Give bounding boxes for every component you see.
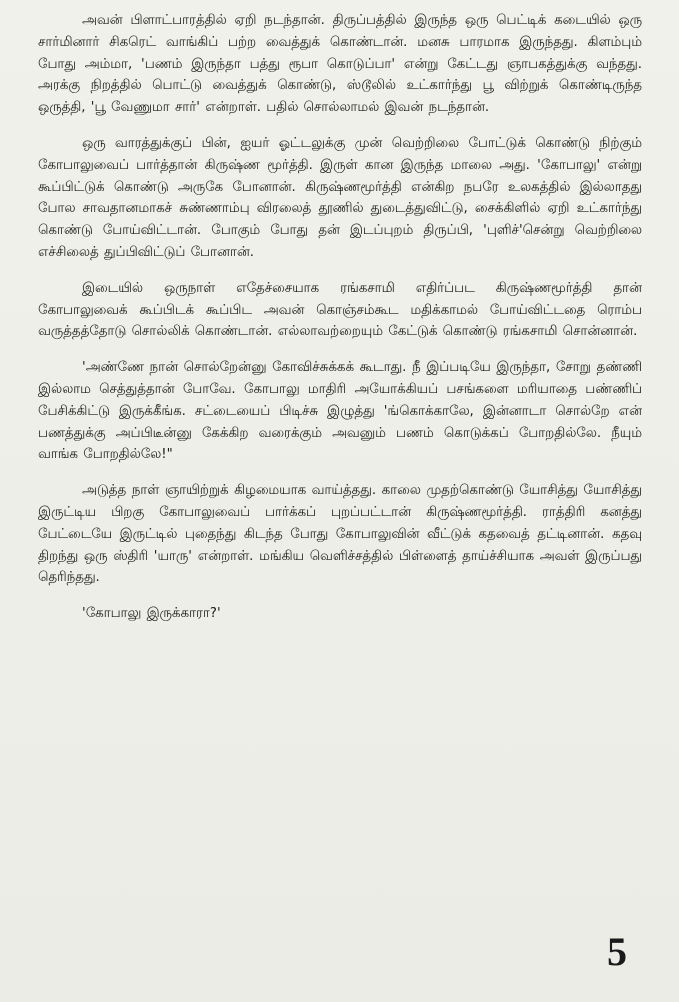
body-text — [38, 10, 642, 639]
paragraph-2: ஒரு வாரத்துக்குப் பின், ஐயர் ஓட்டலுக்கு முன் வெற்றிலை போட்டுக் கொண்டு நிற்கும் கோபாலுவைப் பார்த்தான் கிருஷ்ண மூர்த்தி. இருள் கான இருந்த மாலை அது. 'கோபாலு' என்று கூப்பிட்டுக் கொண்டு அருகே போனான். கிருஷ்ணமூர்த்தி என்கிற நபரே உலகத்தில் இல்லாதது போல சாவதானமாகச் சுண்ணாம்பு விரலைத் தூணில் துடைத்துவிட்டு, சைக்கிளில் ஏறி உட்கார்ந்து கொண்டு போய்விட்டான். போகும் போது தன் இடப்புறம் திருப்பி, 'புளிச்'சென்று வெற்றிலை எச்சிலைத் துப்பிவிட்டுப் போனான். — [38, 135, 642, 260]
paragraph-3: இடையில் ஒருநாள் எதேச்சையாக ரங்கசாமி எதிர்ப்பட கிருஷ்ணமூர்த்தி தான் கோபாலுவைக் கூப்பிடக் கூப்பிட அவன் கொஞ்சம்கூட மதிக்காமல் போய்விட்டதை ரொம்ப வருத்தத்தோடு சொல்லிக் கொண்டான். எல்லாவற்றையும் கேட்டுக் கொண்டு ரங்கசாமி சொன்னான். — [38, 280, 642, 340]
page-number: 5 — [607, 929, 627, 974]
paragraph-5: அடுத்த நாள் ஞாயிற்றுக் கிழமையாக வாய்த்தது. காலை முதற்கொண்டு யோசித்து யோசித்து இருட்டிய பிறகு கோபாலுவைப் பார்க்கப் புறப்பட்டான் கிருஷ்ணமூர்த்தி. ராத்திரி கனத்து பேட்டையே இருட்டில் புதைந்து கிடந்த போது கோபாலுவின் வீட்டுக் கதவைத் தட்டினான். கதவு திறந்து ஒரு ஸ்திரி 'யாரு' என்றாள். மங்கிய வெளிச்சத்தில் பிள்ளைத் தாய்ச்சியாக அவள் இருப்பது தெரிந்தது. — [38, 483, 642, 586]
paragraph-1: அவன் பிளாட்பாரத்தில் ஏறி நடந்தான். திருப்பத்தில் இருந்த ஒரு பெட்டிக் கடையில் ஒரு சார்மினார் சிகரெட் வாங்கிப் பற்ற வைத்துக் கொண்டான். மனசு பாரமாக இருந்தது. கிளம்பும் போது அம்மா, 'பணம் இருந்தா பத்து ரூபா கொடுப்பா' என்று கேட்டது ஞாபகத்துக்கு வந்தது. அரக்கு நிறத்தில் பொட்டு வைத்துக் கொண்டு, ஸ்டூலில் உட்கார்ந்து பூ விற்றுக் கொண்டிருந்த ஒருத்தி, 'பூ வேணுமா சார்' என்றாள். பதில் சொல்லாமல் இவன் நடந்தான். — [38, 13, 642, 116]
paragraph-4: 'அண்ணே நான் சொல்றேன்னு கோவிச்சுக்கக் கூடாது. நீ இப்படியே இருந்தா, சோறு தண்ணி இல்லாம செத்துத்தான் போவே. கோபாலு மாதிரி அயோக்கியப் பசங்களை மரியாதை பண்ணிப் பேசிக்கிட்டு இருக்கீங்க. சட்டையைப் பிடிச்சு இழுத்து 'ங்கொக்காலே, இன்னாடா சொல்றே என் பணத்துக்கு அப்பிடீன்னு கேக்கிற வரைக்கும் அவனும் பணம் கொடுக்கப் போறதில்லே. நீயும் வாங்க போறதில்லே!" — [38, 360, 642, 463]
paragraph-6: 'கோபாலு இருக்காரா?' — [82, 606, 221, 622]
